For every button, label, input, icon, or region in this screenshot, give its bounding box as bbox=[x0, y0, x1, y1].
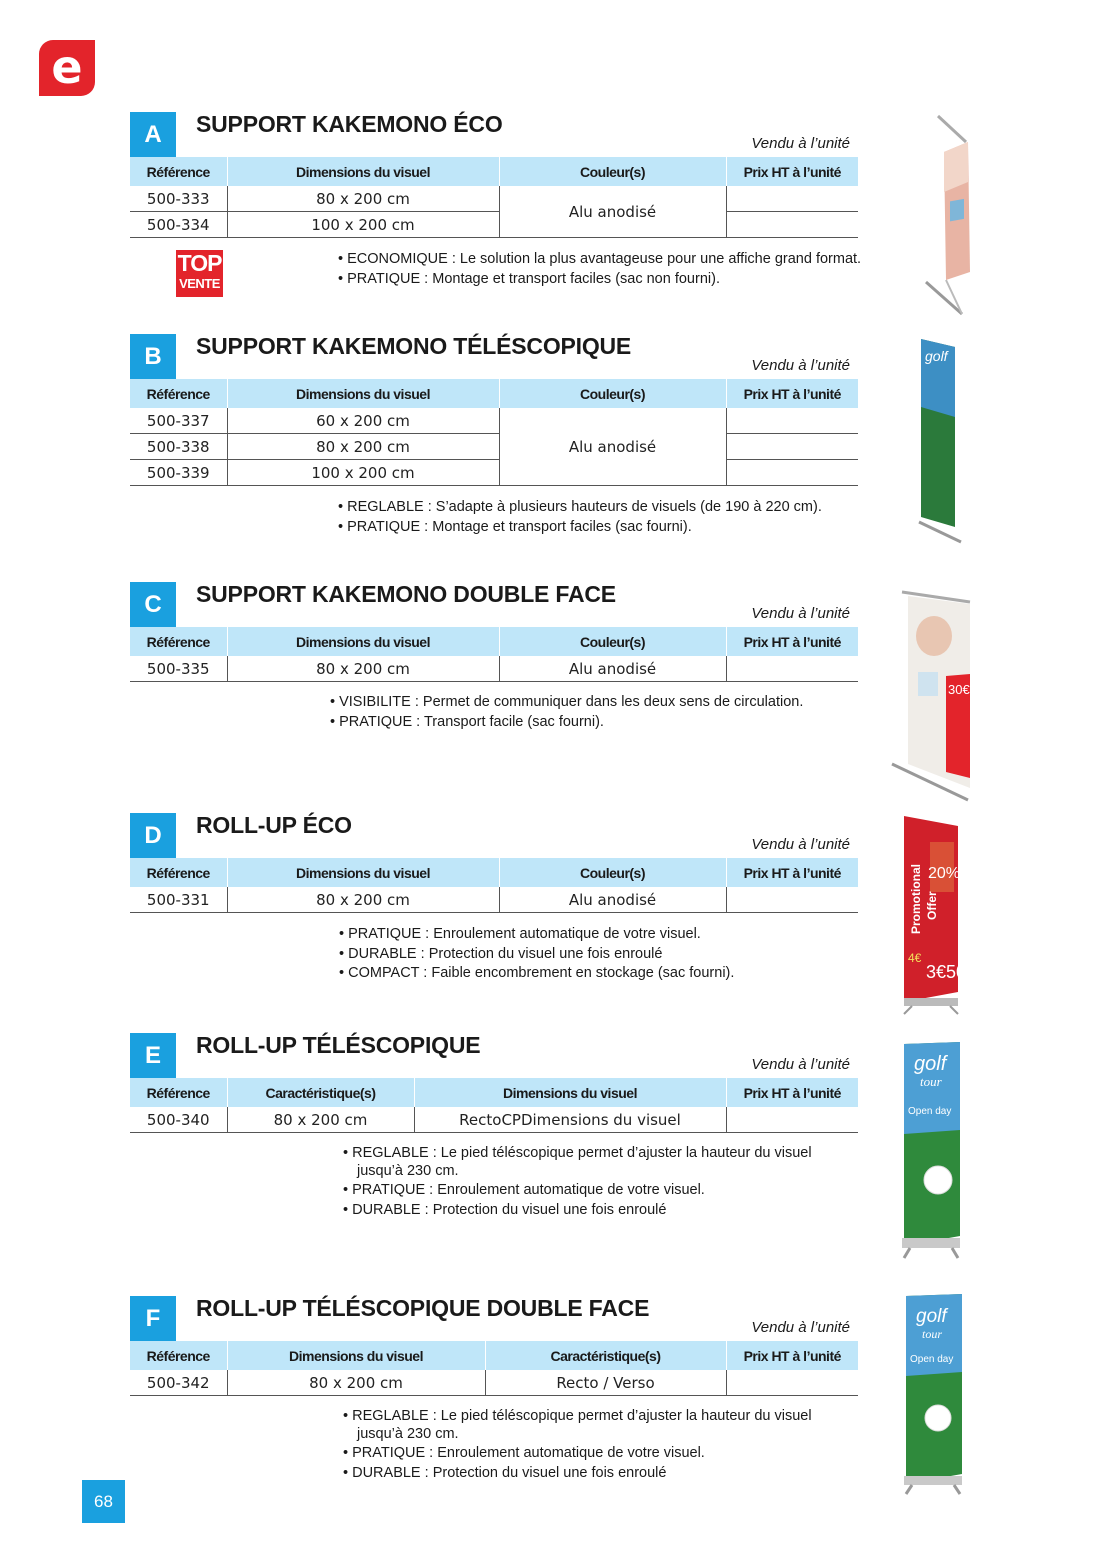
brand-logo bbox=[39, 40, 95, 96]
product-table bbox=[130, 157, 858, 238]
feature-key: DURABLE bbox=[352, 1464, 421, 1481]
d-banner-offer: Offer bbox=[925, 891, 939, 920]
golf-banner-tag-f: Open day bbox=[910, 1354, 954, 1365]
table-header-cell: Dimensions du visuel bbox=[227, 627, 499, 656]
d-banner-old-price: 4€ bbox=[908, 951, 922, 965]
table-header-cell: Prix HT à l’unité bbox=[726, 858, 858, 887]
golf-banner-title-f: golf bbox=[916, 1306, 947, 1327]
feature-list bbox=[338, 250, 861, 289]
section-title: SUPPORT KAKEMONO DOUBLE FACE bbox=[196, 581, 616, 607]
table-row bbox=[130, 887, 858, 913]
feature-item bbox=[338, 270, 861, 290]
d-banner-percent: 20% bbox=[928, 865, 961, 882]
table-header-cell: Référence bbox=[130, 157, 227, 186]
feature-text: : Protection du visuel une fois enroulé bbox=[420, 1201, 667, 1218]
price-cell bbox=[726, 434, 858, 460]
table-header-cell: Prix HT à l’unité bbox=[726, 1078, 858, 1107]
ref-cell: 500-338 bbox=[130, 434, 227, 460]
table-header-cell: Prix HT à l’unité bbox=[726, 379, 858, 408]
feature-text: : Montage et transport faciles (sac fourni). bbox=[420, 518, 692, 535]
dimension-cell: 100 x 200 cm bbox=[227, 212, 499, 238]
feature-item bbox=[338, 498, 822, 518]
feature-text: : Enroulement automatique de votre visuel. bbox=[421, 926, 701, 942]
product-table bbox=[130, 1341, 858, 1396]
table-row bbox=[130, 1370, 858, 1396]
table-row bbox=[130, 460, 858, 486]
feature-text: : Faible encombrement en stockage (sac fourni). bbox=[419, 965, 735, 981]
product-image-kakemono-double-face bbox=[888, 588, 974, 802]
feature-text: : Le pied téléscopique permet d’ajuster la hauteur du visuel jusqu’à 230 cm. bbox=[357, 1408, 812, 1442]
sold-by-note: Vendu à l’unité bbox=[751, 1319, 850, 1336]
feature-list bbox=[343, 1145, 848, 1219]
sold-by-note: Vendu à l’unité bbox=[751, 1056, 850, 1073]
table-header-cell: Référence bbox=[130, 1078, 227, 1107]
dimension-cell: 80 x 200 cm bbox=[227, 186, 499, 212]
section-letter: F bbox=[130, 1296, 176, 1342]
table-header-cell: Dimensions du visuel bbox=[227, 858, 499, 887]
feature-text: : Enroulement automatique de votre visuel. bbox=[425, 1445, 705, 1461]
badge-line2: VENTE bbox=[179, 276, 220, 291]
table-header-cell: Dimensions du visuel bbox=[227, 379, 499, 408]
section-title: ROLL-UP TÉLÉSCOPIQUE DOUBLE FACE bbox=[196, 1295, 650, 1321]
feature-item bbox=[330, 693, 803, 713]
color-cell: Alu anodisé bbox=[499, 186, 726, 238]
feature-text: : Protection du visuel une fois enroulé bbox=[420, 1464, 667, 1481]
feature-key: COMPACT bbox=[348, 965, 420, 981]
section-letter: C bbox=[130, 582, 176, 628]
section-letter: B bbox=[130, 334, 176, 380]
price-cell bbox=[726, 408, 858, 434]
feature-list bbox=[339, 925, 734, 984]
table-row bbox=[130, 656, 858, 682]
table-row bbox=[130, 408, 858, 434]
dimension-cell: 100 x 200 cm bbox=[227, 460, 499, 486]
dimension-cell: 80 x 200 cm bbox=[227, 887, 499, 913]
dimension-cell: 80 x 200 cm bbox=[227, 434, 499, 460]
ref-cell: 500-339 bbox=[130, 460, 227, 486]
dimension-cell: 80 x 200 cm bbox=[227, 1370, 485, 1396]
sold-by-note: Vendu à l’unité bbox=[751, 605, 850, 622]
table-header-cell: Dimensions du visuel bbox=[227, 1341, 485, 1370]
ref-cell: 500-331 bbox=[130, 887, 227, 913]
feature-list bbox=[330, 693, 803, 732]
ref-cell: 500-335 bbox=[130, 656, 227, 682]
sold-by-note: Vendu à l’unité bbox=[751, 135, 850, 152]
feature-text: : Le solution la plus avantageuse pour une affiche grand format. bbox=[447, 251, 862, 267]
product-image-rollup-eco bbox=[900, 812, 967, 1016]
product-image-rollup-telescopique-double bbox=[900, 1292, 966, 1498]
color-cell: Alu anodisé bbox=[499, 656, 726, 682]
section-letter: E bbox=[130, 1033, 176, 1079]
feature-item bbox=[338, 250, 861, 270]
feature-text: : Enroulement automatique de votre visuel. bbox=[425, 1182, 705, 1198]
golf-banner-title-b: golf bbox=[925, 348, 948, 364]
feature-key: PRATIQUE bbox=[347, 518, 421, 535]
product-image-rollup-telescopique bbox=[896, 1040, 966, 1262]
price-cell bbox=[726, 656, 858, 682]
feature-item bbox=[339, 945, 734, 965]
product-image-kakemono-telescopique bbox=[915, 337, 969, 547]
badge-line1: TOP bbox=[177, 250, 222, 276]
color-cell: Alu anodisé bbox=[499, 408, 726, 486]
feature-text: : Protection du visuel une fois enroulé bbox=[416, 945, 663, 962]
top-vente-badge bbox=[176, 250, 223, 297]
table-header-cell: Couleur(s) bbox=[499, 858, 726, 887]
table-header-cell: Prix HT à l’unité bbox=[726, 157, 858, 186]
feature-key: PRATIQUE bbox=[352, 1445, 426, 1461]
price-cell bbox=[726, 1107, 858, 1133]
feature-item bbox=[338, 518, 822, 538]
color-cell: Alu anodisé bbox=[499, 887, 726, 913]
price-cell bbox=[726, 887, 858, 913]
price-cell bbox=[726, 212, 858, 238]
sold-by-note: Vendu à l’unité bbox=[751, 836, 850, 853]
feature-key: REGLABLE bbox=[352, 1408, 429, 1424]
feature-item bbox=[343, 1445, 848, 1463]
feature-item bbox=[339, 964, 734, 984]
feature-key: VISIBILITE bbox=[339, 694, 411, 710]
ref-cell: 500-342 bbox=[130, 1370, 227, 1396]
golf-banner-tag-e: Open day bbox=[908, 1106, 952, 1117]
feature-text: : Le pied téléscopique permet d’ajuster la hauteur du visuel jusqu’à 230 cm. bbox=[357, 1145, 812, 1179]
dimension-cell: RectoCPDimensions du visuel bbox=[414, 1107, 726, 1133]
table-header-cell: Couleur(s) bbox=[499, 157, 726, 186]
feature-key: ECONOMIQUE bbox=[347, 251, 448, 267]
table-header-cell: Dimensions du visuel bbox=[414, 1078, 726, 1107]
table-header-cell: Caractéristique(s) bbox=[227, 1078, 414, 1107]
feature-item bbox=[343, 1465, 848, 1483]
feature-item bbox=[330, 713, 803, 733]
d-banner-new-price: 3€50 bbox=[926, 962, 967, 982]
product-table bbox=[130, 379, 858, 486]
table-header-row bbox=[130, 379, 858, 408]
feature-key: REGLABLE bbox=[347, 499, 424, 515]
feature-key: PRATIQUE bbox=[348, 926, 422, 942]
section-title: ROLL-UP TÉLÉSCOPIQUE bbox=[196, 1032, 481, 1058]
golf-banner-title-e: golf bbox=[914, 1053, 947, 1075]
feature-text: : Transport facile (sac fourni). bbox=[412, 713, 604, 730]
ref-cell: 500-340 bbox=[130, 1107, 227, 1133]
sold-by-note: Vendu à l’unité bbox=[751, 357, 850, 374]
ref-cell: 500-337 bbox=[130, 408, 227, 434]
section-title: SUPPORT KAKEMONO TÉLÉSCOPIQUE bbox=[196, 333, 632, 359]
section-title: ROLL-UP ÉCO bbox=[196, 812, 352, 838]
table-header-row bbox=[130, 1078, 858, 1107]
section-letter: D bbox=[130, 813, 176, 859]
c-banner-price: 30€ bbox=[948, 682, 970, 697]
feature-list bbox=[338, 498, 822, 537]
feature-text: : Montage et transport faciles (sac non fourni). bbox=[420, 270, 720, 287]
table-row bbox=[130, 1107, 858, 1133]
product-table bbox=[130, 1078, 858, 1133]
feature-list bbox=[343, 1408, 848, 1482]
page-number: 68 bbox=[82, 1480, 125, 1523]
table-header-cell: Couleur(s) bbox=[499, 379, 726, 408]
table-header-cell: Référence bbox=[130, 627, 227, 656]
ref-cell: 500-334 bbox=[130, 212, 227, 238]
dimension-cell: 80 x 200 cm bbox=[227, 656, 499, 682]
feature-key: PRATIQUE bbox=[352, 1182, 426, 1198]
brand-logo-letter: e bbox=[51, 40, 83, 94]
table-header-cell: Référence bbox=[130, 379, 227, 408]
d-banner-promotional: Promotional bbox=[909, 863, 923, 934]
table-header-row bbox=[130, 627, 858, 656]
feature-item bbox=[343, 1182, 848, 1200]
characteristic-cell: 80 x 200 cm bbox=[227, 1107, 414, 1133]
price-cell bbox=[726, 460, 858, 486]
feature-text: : Permet de communiquer dans les deux sens de circulation. bbox=[410, 694, 804, 710]
feature-item bbox=[343, 1145, 848, 1180]
table-header-cell: Référence bbox=[130, 858, 227, 887]
table-row bbox=[130, 212, 858, 238]
price-cell bbox=[726, 1370, 858, 1396]
table-row bbox=[130, 186, 858, 212]
feature-key: PRATIQUE bbox=[347, 270, 421, 287]
product-table bbox=[130, 858, 858, 913]
price-cell bbox=[726, 186, 858, 212]
section-title: SUPPORT KAKEMONO ÉCO bbox=[196, 111, 503, 137]
section-letter: A bbox=[130, 112, 176, 158]
dimension-cell: 60 x 200 cm bbox=[227, 408, 499, 434]
table-header-row bbox=[130, 858, 858, 887]
table-header-cell: Couleur(s) bbox=[499, 627, 726, 656]
feature-key: DURABLE bbox=[348, 945, 417, 962]
table-header-cell: Prix HT à l’unité bbox=[726, 627, 858, 656]
table-header-row bbox=[130, 157, 858, 186]
feature-item bbox=[343, 1408, 848, 1443]
table-header-cell: Dimensions du visuel bbox=[227, 157, 499, 186]
table-header-cell: Prix HT à l’unité bbox=[726, 1341, 858, 1370]
product-table bbox=[130, 627, 858, 682]
table-header-cell: Caractéristique(s) bbox=[485, 1341, 726, 1370]
table-header-cell: Référence bbox=[130, 1341, 227, 1370]
feature-item bbox=[339, 925, 734, 945]
feature-key: PRATIQUE bbox=[339, 713, 413, 730]
product-image-kakemono-eco bbox=[918, 112, 978, 318]
table-header-row bbox=[130, 1341, 858, 1370]
feature-key: REGLABLE bbox=[352, 1145, 429, 1161]
characteristic-cell: Recto / Verso bbox=[485, 1370, 726, 1396]
feature-key: DURABLE bbox=[352, 1201, 421, 1218]
table-row bbox=[130, 434, 858, 460]
golf-banner-sub-f: tour bbox=[922, 1327, 943, 1341]
feature-item bbox=[343, 1202, 848, 1220]
golf-banner-sub-e: tour bbox=[920, 1074, 942, 1089]
feature-text: : S’adapte à plusieurs hauteurs de visuels (de 190 à 220 cm). bbox=[423, 499, 822, 515]
ref-cell: 500-333 bbox=[130, 186, 227, 212]
